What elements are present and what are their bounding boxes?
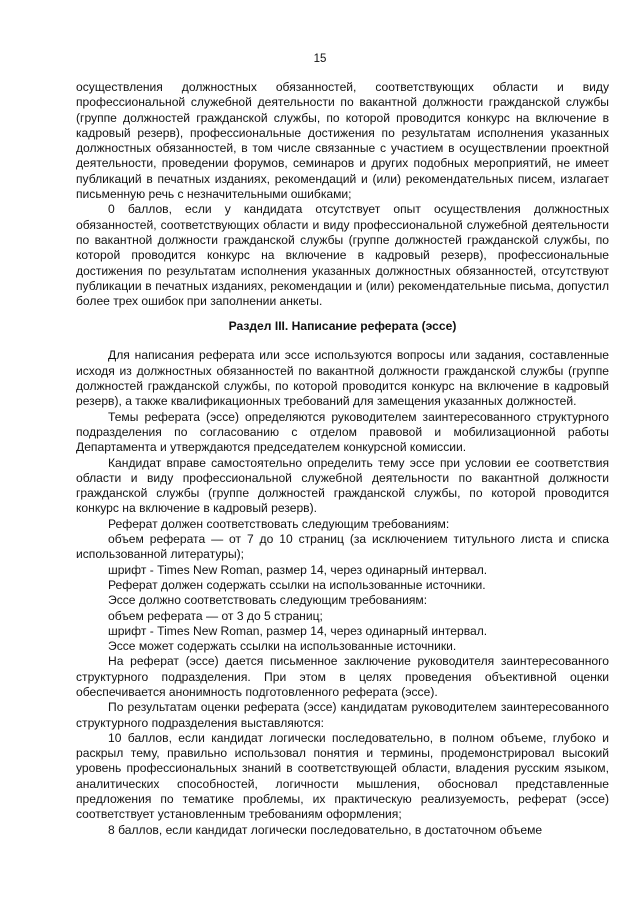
paragraph: На реферат (эссе) дается письменное заключение руководителя заинтересованного структурного подразделения. При этом в целях проведения объективной оценки обеспечивается анонимность подготовленного реферата (эссе). (76, 654, 609, 699)
paragraph: 10 баллов, если кандидат логически последовательно, в полном объеме, глубоко и раскрыл тему, правильно использовал понятия и термины, продемонстрировал высокий уровень профессиональных знаний в соответствующей области, владения русским языком, аналитических способностей, логичности мышления, обосновал представленные предложения по тематике проблемы, их практическую реализуемость, реферат (эссе) соответствует установленным требованиям оформления; (76, 730, 609, 822)
document-body (76, 80, 609, 838)
paragraph: объем реферата — от 3 до 5 страниц; (108, 608, 323, 623)
paragraph: Эссе может содержать ссылки на использованные источники. (108, 639, 457, 654)
paragraph: объем реферата — от 7 до 10 страниц (за исключением титульного листа и списка использованной литературы); (76, 532, 609, 562)
paragraph: Для написания реферата или эссе используются вопросы или задания, составленные исходя из должностных обязанностей по вакантной должности гражданской службы (группе должностей гражданской службы, по которой проводится конкурс на включение в кадровый резерв), а также квалификационных требований для замещения указанных должностей. (76, 348, 609, 409)
paragraph: шрифт - Times New Roman, размер 14, через одинарный интервал. (108, 623, 488, 638)
paragraph: Кандидат вправе самостоятельно определить тему эссе при условии ее соответствия области и виду профессиональной служебной деятельности по вакантной должности гражданской службы (группе должностей гражданской службы, по которой проводится конкурс на включение в кадровый резерв). (76, 455, 609, 516)
paragraph: Реферат должен соответствовать следующим требованиям: (108, 516, 450, 531)
paragraph: 8 баллов, если кандидат логически последовательно, в достаточном объеме (108, 822, 543, 837)
section-title: Раздел III. Написание реферата (эссе) (228, 319, 457, 334)
paragraph: шрифт - Times New Roman, размер 14, через одинарный интервал. (108, 562, 488, 577)
paragraph: осуществления должностных обязанностей, соответствующих области и виду профессиональной служебной деятельности по вакантной должности гражданской службы (группе должностей гражданской службы, по которой проводится конкурс на включение в кадровый резерв), профессиональные достижения по результатам исполнения указанных должностных обязанностей, в том числе связанные с участием в осуществлении проектной деятельности, проведении форумов, семинаров и других подобных мероприятий, не имеет публикаций в печатных изданиях, рекомендаций и (или) рекомендательных писем, излагает письменную речь с незначительными ошибками; (76, 80, 609, 202)
paragraph: 0 баллов, если у кандидата отсутствует опыт осуществления должностных обязанностей, соответствующих области и виду профессиональной служебной деятельности по вакантной должности гражданской службы (группе должностей гражданской службы, по которой проводится конкурс на включение в кадровый резерв), профессиональные достижения по результатам исполнения указанных должностных обязанностей, отсутствуют публикации в печатных изданиях, рекомендации и (или) рекомендательные письма, допустил более трех ошибок при заполнении анкеты. (76, 202, 609, 309)
paragraph: По результатам оценки реферата (эссе) кандидатам руководителем заинтересованного структурного подразделения выставляются: (76, 700, 609, 730)
paragraph: Реферат должен содержать ссылки на использованные источники. (108, 577, 486, 592)
paragraph: Темы реферата (эссе) определяются руководителем заинтересованного структурного подразделения по согласованию с отделом правовой и мобилизационной работы Департамента и утверждаются председателем конкурсной комиссии. (76, 409, 609, 455)
page-number: 15 (313, 53, 327, 65)
paragraph: Эссе должно соответствовать следующим требованиям: (108, 593, 428, 608)
